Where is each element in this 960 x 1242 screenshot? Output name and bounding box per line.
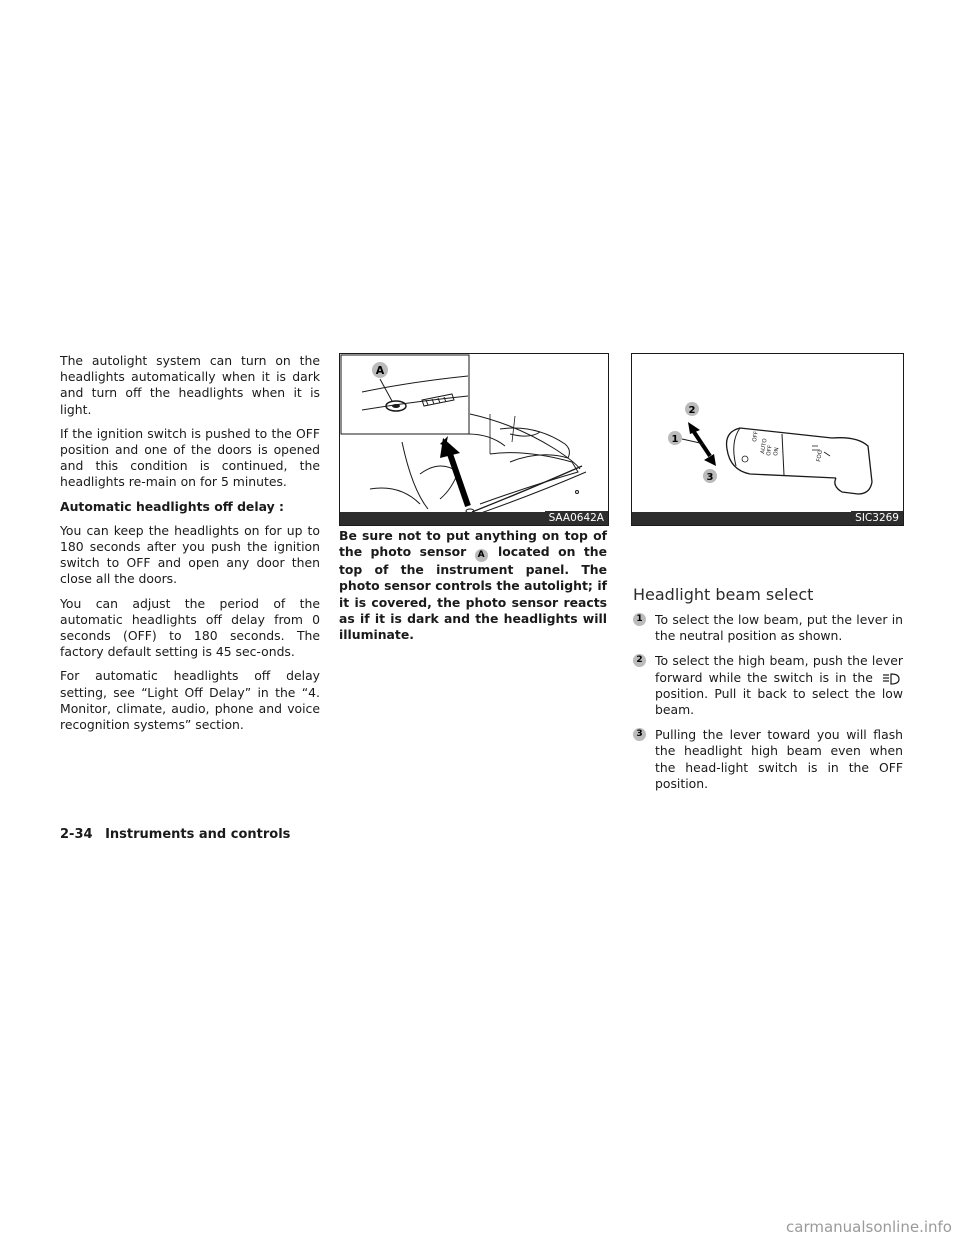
list-item	[633, 727, 903, 792]
caption-text-after: located on the top of the instrument panel. The photo sensor controls the autolight; if it is covered, the photo sensor reacts as if it is dark and the headlights will illuminate.	[339, 544, 607, 643]
beam-steps-list	[633, 612, 903, 801]
photo-sensor-caption	[339, 528, 607, 643]
headlight-lever-illustration	[632, 354, 903, 512]
figure-code: SIC3269	[851, 511, 903, 525]
left-column	[60, 353, 320, 741]
callout-2-icon	[685, 402, 699, 416]
callout-a-icon	[372, 362, 388, 378]
subheading-off-delay: Automatic headlights off delay :	[60, 498, 284, 514]
svg-text:AUTO: AUTO	[760, 438, 769, 455]
callout-1-icon	[668, 431, 682, 445]
photo-sensor-illustration	[340, 354, 608, 512]
paragraph-autolight: The autolight system can turn on the headlights automatically when it is dark and turn off the headlights when it is light.	[60, 353, 320, 417]
svg-text:A: A	[375, 364, 385, 377]
svg-text:OFF: OFF	[752, 430, 760, 443]
step-text: Pulling the lever toward you will flash the headlight high beam even when the head-light switch is in the OFF position.	[655, 727, 903, 791]
list-item	[633, 612, 903, 644]
svg-text:3: 3	[706, 472, 714, 483]
step-number-icon: 1	[633, 613, 646, 626]
svg-text:ON: ON	[773, 446, 781, 457]
watermark: carmanualsonline.info	[786, 1218, 952, 1236]
figure-code: SAA0642A	[545, 511, 608, 525]
svg-text:FOG: FOG	[816, 449, 825, 463]
step-number-icon: 2	[633, 654, 646, 667]
svg-text:1: 1	[671, 434, 679, 445]
photo-sensor-figure	[339, 353, 609, 526]
section-title: Instruments and controls	[105, 827, 291, 842]
paragraph-setting-reference: For automatic headlights off delay setting, see “Light Off Delay” in the “4. Monitor, climate, audio, phone and voice recognition systems” section.	[60, 668, 320, 733]
caption-text-before: Be sure not to put anything on top of the photo sensor	[339, 528, 607, 560]
step-number-icon: 3	[633, 728, 646, 741]
step-text: To select the low beam, put the lever in the neutral position as shown.	[655, 612, 903, 644]
svg-text:2: 2	[688, 405, 696, 416]
step-text: position. Pull it back to select the low beam.	[655, 685, 903, 718]
svg-text:OFF: OFF	[766, 444, 774, 457]
headlight-icon	[881, 672, 901, 686]
paragraph-ignition-off: If the ignition switch is pushed to the OFF position and one of the doors is opened and this condition is continued, the headlights re-main on for 5 minutes.	[60, 425, 320, 490]
pull-back-arrow-icon	[702, 444, 716, 466]
callout-3-icon	[703, 469, 717, 483]
list-item	[633, 653, 903, 718]
paragraph-keep-on: You can keep the headlights on for up to 180 seconds after you push the ignition switch to OFF and open any door then close all the doors.	[60, 522, 320, 587]
page-footer	[60, 827, 290, 842]
step-text: To select the high beam, push the lever forward while the switch is in the	[655, 653, 903, 685]
page-number: 2-34	[60, 827, 93, 842]
callout-a-icon: A	[475, 549, 488, 562]
section-heading: Headlight beam select	[633, 585, 814, 604]
headlight-lever-figure	[631, 353, 904, 526]
paragraph-adjust-period: You can adjust the period of the automatic headlights off delay from 0 seconds (OFF) to 180 seconds. The factory default setting is 45 sec-onds.	[60, 595, 320, 660]
